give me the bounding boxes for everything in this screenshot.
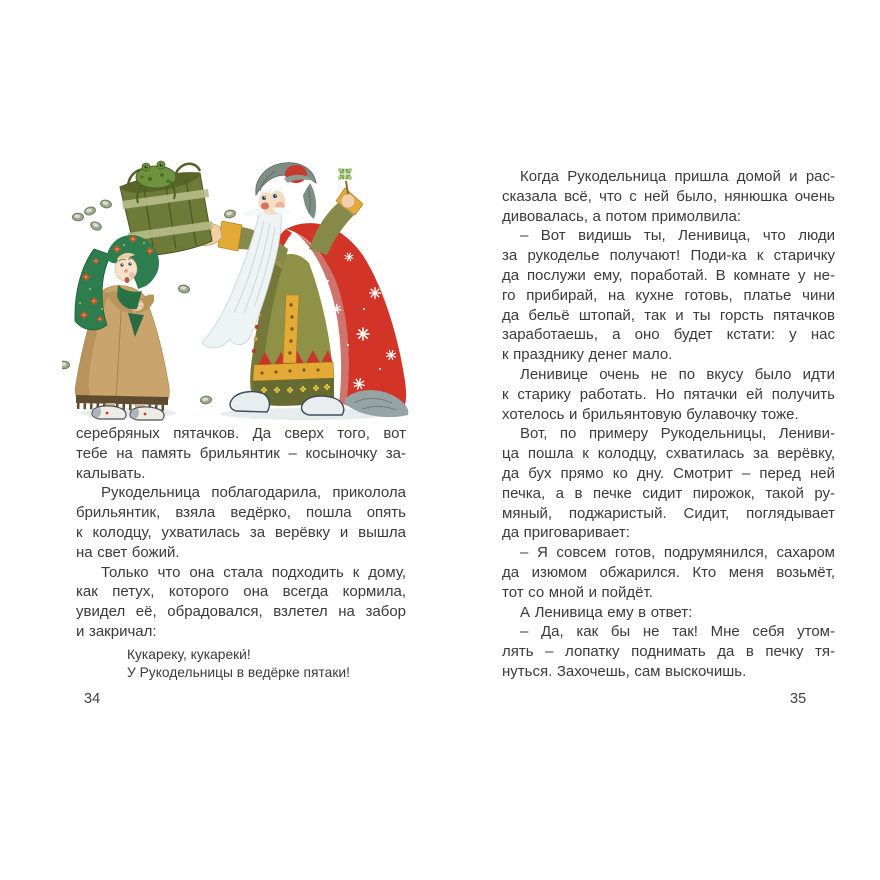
paragraph <box>76 483 406 562</box>
text-line: Ленивице очень не по вкусу было идти <box>520 365 835 383</box>
page-number-left: 34 <box>84 691 101 707</box>
paragraph <box>502 543 835 602</box>
text-line: да бельё штопай, так и ты горсть пятачков <box>502 306 835 324</box>
text-line: мяный, поджаристый. Сидит, поглядывает <box>502 504 835 522</box>
text-line: – Да, как бы не так! Мне себя утом- <box>520 623 835 641</box>
text-line: нуться. Захочешь, сам выскочишь. <box>502 662 747 680</box>
text-line: Только что она стала подходить к дому, <box>101 563 406 581</box>
text-line: го прибирай, на кухне готовь, платье чини <box>502 286 835 304</box>
text-line: А Ленивица ему в ответ: <box>520 603 693 621</box>
text-line: за рукоделье получают! Поди-ка к старичку <box>502 247 835 265</box>
paragraph <box>502 167 835 226</box>
text-line: к колодцу, ухватилась за верёвку и вышла <box>76 523 406 541</box>
paragraph <box>502 424 835 543</box>
text-line: калывать. <box>76 464 146 482</box>
paragraph <box>76 424 406 483</box>
paragraph <box>76 563 406 642</box>
paragraph <box>502 603 835 623</box>
paragraph <box>502 622 835 681</box>
paragraph <box>502 226 835 365</box>
text-line: увидел её, обрадовался, взлетел на забор <box>76 603 406 621</box>
verse-line: Кукареку, кукареки́! <box>127 646 251 662</box>
text-line: и закричал: <box>76 622 157 640</box>
old-man-boot <box>302 396 344 415</box>
right-page-text <box>502 167 835 682</box>
verse-line: У Рукодельницы в ведёрке пятаки! <box>127 665 350 681</box>
text-line: Рукодельница поблагодарила, приколола <box>101 484 406 502</box>
text-line: дивовалась, а потом примолвила: <box>502 207 742 225</box>
text-line: брильянтик, взяла ведёрко, пошла опять <box>76 504 406 522</box>
text-line: лять – лопатку поднимать да в печку тя- <box>502 643 835 661</box>
text-line: ца пошла к колодцу, схватилась за верёвку, <box>502 445 835 463</box>
diamond-brooch <box>338 168 352 180</box>
illustration <box>62 157 418 421</box>
text-line: серебряных пятачков. Да сверх того, вот <box>76 425 406 442</box>
left-page-text <box>76 424 406 683</box>
old-man-boot <box>230 392 269 412</box>
text-line: да послужи ему, поработай. В комнате у не- <box>502 266 835 284</box>
text-line: печка, а в печке сидит пирожок, такой ру- <box>502 484 835 502</box>
paragraph <box>502 365 835 424</box>
page-number-right: 35 <box>790 691 807 707</box>
text-line: к старику работать. Но пятачки ей получить <box>502 385 835 403</box>
text-line: к празднику денег мало. <box>502 346 673 364</box>
text-line: да приговаривает: <box>502 524 630 542</box>
text-line: – Я совсем готов, подрумянился, сахаром <box>520 544 835 562</box>
text-line: тот со мной и пойдёт. <box>502 583 653 601</box>
text-line: Когда Рукодельница пришла домой и рас- <box>520 168 835 185</box>
text-line: сказала всё, что с ней было, нянюшка очень <box>502 187 835 205</box>
text-line: тебе на память брильянтик – косыночку за- <box>76 444 406 462</box>
text-line: заработаешь, а оно будет кстати: у нас <box>502 326 835 344</box>
text-line: да изюмом обжарился. Кто меня возьмёт, <box>502 563 835 581</box>
old-man-fist <box>341 194 355 208</box>
girl-figure <box>75 235 169 420</box>
text-line: – Вот видишь ты, Ленивица, что люди <box>520 227 835 245</box>
text-line: хотелось и брильянтовую булавочку тоже. <box>502 405 799 423</box>
text-line: Вот, по примеру Рукодельницы, Лениви- <box>520 425 835 443</box>
text-line: как петух, которого она всегда кормила, <box>76 583 406 601</box>
text-line: на свет божий. <box>76 543 180 561</box>
old-man-figure <box>190 163 408 417</box>
text-line: да бух прямо ко дну. Смотрит – перед ней <box>502 464 835 482</box>
rooster-verse <box>76 646 406 683</box>
